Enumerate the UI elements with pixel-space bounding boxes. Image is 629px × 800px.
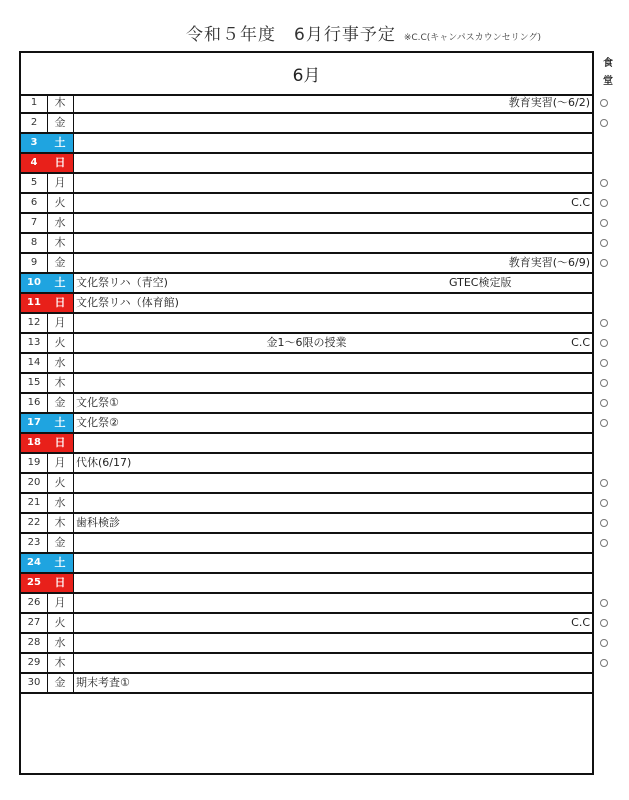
cafeteria-open-circle xyxy=(600,179,608,187)
day-number: 13 xyxy=(21,334,48,352)
weekday-label: 水 xyxy=(47,354,74,372)
cafeteria-label-1: 食 xyxy=(603,58,613,69)
weekday-label: 火 xyxy=(47,334,74,352)
weekday-label: 土 xyxy=(47,414,74,432)
cafeteria-open-circle xyxy=(600,379,608,387)
day-number: 24 xyxy=(21,554,48,572)
day-row xyxy=(21,494,592,514)
day-row xyxy=(21,674,592,694)
weekday-label: 火 xyxy=(47,474,74,492)
title-note: ※C.C(キャンパスカウンセリング) xyxy=(403,33,542,43)
cafeteria-open-circle xyxy=(600,339,608,347)
weekday-label: 土 xyxy=(47,554,74,572)
weekday-label: 水 xyxy=(47,634,74,652)
weekday-label: 日 xyxy=(47,294,74,312)
cafeteria-open-circle xyxy=(600,119,608,127)
day-number: 12 xyxy=(21,314,48,332)
weekday-label: 金 xyxy=(47,254,74,272)
day-row xyxy=(21,654,592,674)
weekday-label: 土 xyxy=(47,134,74,152)
weekday-label: 木 xyxy=(47,94,74,112)
cafeteria-open-circle xyxy=(600,519,608,527)
event-center: 金1～6限の授業 xyxy=(266,336,347,349)
day-row xyxy=(21,174,592,194)
day-number: 3 xyxy=(21,134,48,152)
weekday-label: 火 xyxy=(47,194,74,212)
day-number: 21 xyxy=(21,494,48,512)
cafeteria-open-circle xyxy=(600,99,608,107)
day-number: 10 xyxy=(21,274,48,292)
day-number: 23 xyxy=(21,534,48,552)
cafeteria-open-circle xyxy=(600,359,608,367)
weekday-label: 木 xyxy=(47,514,74,532)
event-left: 歯科検診 xyxy=(76,516,120,529)
day-number: 14 xyxy=(21,354,48,372)
day-number: 29 xyxy=(21,654,48,672)
schedule-table xyxy=(19,51,594,775)
day-row xyxy=(21,234,592,254)
day-row xyxy=(21,634,592,654)
day-number: 26 xyxy=(21,594,48,612)
day-number: 18 xyxy=(21,434,48,452)
day-number: 17 xyxy=(21,414,48,432)
day-number: 1 xyxy=(21,94,48,112)
event-left: 文化祭② xyxy=(76,416,119,429)
weekday-label: 木 xyxy=(47,374,74,392)
day-number: 4 xyxy=(21,154,48,172)
cafeteria-open-circle xyxy=(600,499,608,507)
event-left: 期末考査① xyxy=(76,676,130,689)
day-row xyxy=(21,114,592,134)
cafeteria-open-circle xyxy=(600,419,608,427)
day-row xyxy=(21,574,592,594)
day-row xyxy=(21,554,592,574)
day-row xyxy=(21,354,592,374)
day-row xyxy=(21,154,592,174)
weekday-label: 木 xyxy=(47,654,74,672)
event-left: 文化祭① xyxy=(76,396,119,409)
weekday-label: 日 xyxy=(47,574,74,592)
event-right: C.C xyxy=(571,616,590,629)
day-row xyxy=(21,614,592,634)
day-row xyxy=(21,374,592,394)
day-number: 6 xyxy=(21,194,48,212)
weekday-label: 月 xyxy=(47,454,74,472)
weekday-label: 金 xyxy=(47,114,74,132)
weekday-label: 火 xyxy=(47,614,74,632)
weekday-label: 日 xyxy=(47,154,74,172)
day-row xyxy=(21,254,592,274)
day-number: 11 xyxy=(21,294,48,312)
weekday-label: 水 xyxy=(47,214,74,232)
day-row xyxy=(21,334,592,354)
day-number: 28 xyxy=(21,634,48,652)
event-left: 文化祭リハ（体育館) xyxy=(76,296,179,309)
day-number: 16 xyxy=(21,394,48,412)
day-number: 7 xyxy=(21,214,48,232)
day-row xyxy=(21,414,592,434)
cafeteria-open-circle xyxy=(600,239,608,247)
day-row xyxy=(21,274,592,294)
weekday-label: 金 xyxy=(47,394,74,412)
cafeteria-open-circle xyxy=(600,659,608,667)
event-right: 教育実習(～6/2) xyxy=(508,96,590,109)
day-number: 27 xyxy=(21,614,48,632)
day-number: 15 xyxy=(21,374,48,392)
cafeteria-open-circle xyxy=(600,599,608,607)
event-left: 代休(6/17) xyxy=(76,456,132,469)
day-number: 30 xyxy=(21,674,48,692)
day-number: 2 xyxy=(21,114,48,132)
event-right: C.C xyxy=(571,336,590,349)
day-row xyxy=(21,534,592,554)
cafeteria-open-circle xyxy=(600,619,608,627)
day-number: 8 xyxy=(21,234,48,252)
title-text: 令和５年度 6月行事予定 xyxy=(186,25,396,45)
day-row xyxy=(21,134,592,154)
weekday-label: 木 xyxy=(47,234,74,252)
day-row xyxy=(21,94,592,114)
weekday-label: 月 xyxy=(47,174,74,192)
day-row xyxy=(21,454,592,474)
day-row xyxy=(21,314,592,334)
day-rows xyxy=(21,94,592,694)
day-number: 20 xyxy=(21,474,48,492)
day-number: 25 xyxy=(21,574,48,592)
cafeteria-label-2: 堂 xyxy=(603,76,613,87)
event-mid: GTEC検定版 xyxy=(449,276,512,289)
cafeteria-open-circle xyxy=(600,219,608,227)
cafeteria-open-circle xyxy=(600,259,608,267)
day-row xyxy=(21,294,592,314)
event-right: 教育実習(～6/9) xyxy=(508,256,590,269)
cafeteria-open-circle xyxy=(600,539,608,547)
day-number: 5 xyxy=(21,174,48,192)
cafeteria-open-circle xyxy=(600,319,608,327)
day-number: 19 xyxy=(21,454,48,472)
month-header: 6月 xyxy=(21,53,592,96)
weekday-label: 水 xyxy=(47,494,74,512)
day-row xyxy=(21,474,592,494)
page-title xyxy=(186,20,541,45)
weekday-label: 月 xyxy=(47,314,74,332)
event-left: 文化祭リハ（青空) xyxy=(76,276,168,289)
weekday-label: 土 xyxy=(47,274,74,292)
event-right: C.C xyxy=(571,196,590,209)
cafeteria-open-circle xyxy=(600,479,608,487)
day-row xyxy=(21,434,592,454)
day-number: 22 xyxy=(21,514,48,532)
cafeteria-open-circle xyxy=(600,639,608,647)
weekday-label: 月 xyxy=(47,594,74,612)
weekday-label: 金 xyxy=(47,534,74,552)
cafeteria-open-circle xyxy=(600,399,608,407)
weekday-label: 日 xyxy=(47,434,74,452)
day-row xyxy=(21,214,592,234)
day-row xyxy=(21,514,592,534)
day-row xyxy=(21,194,592,214)
day-number: 9 xyxy=(21,254,48,272)
weekday-label: 金 xyxy=(47,674,74,692)
day-row xyxy=(21,394,592,414)
day-row xyxy=(21,594,592,614)
cafeteria-open-circle xyxy=(600,199,608,207)
